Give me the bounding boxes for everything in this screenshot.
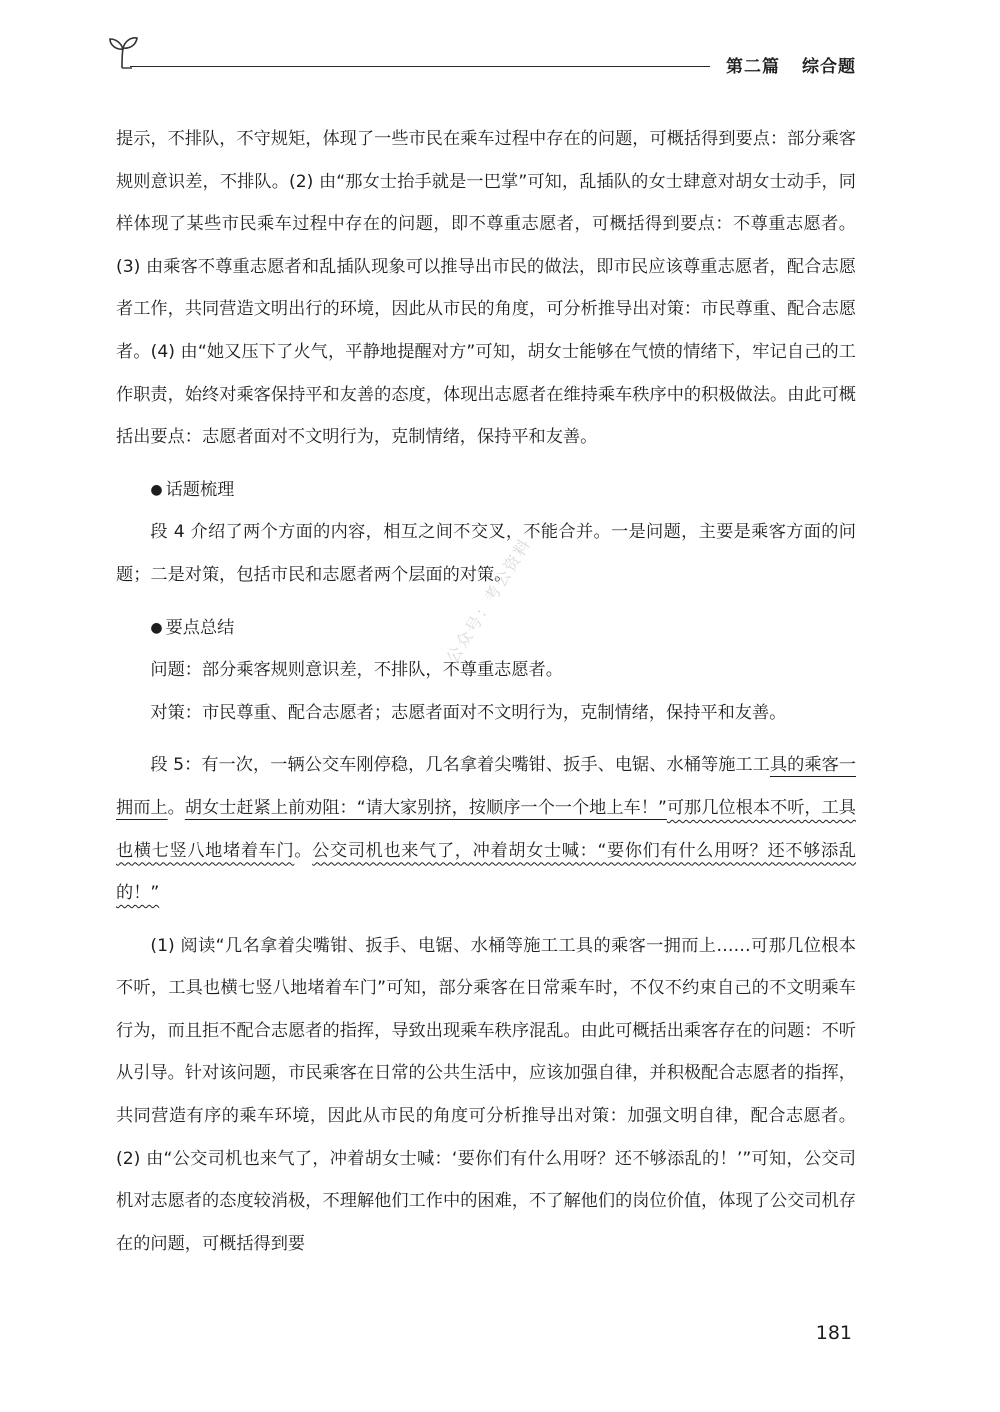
analysis-text: (1) 阅读“几名拿着尖嘴钳、扳手、电锯、水桶等施工工具的乘客一拥而上……可那几位根本不听，工具也横七竖八地堵着车门”可知，部分乘客在日常乘车时，不仅不约束自己的不文明乘车行为，而且拒不配合志愿者的指挥，导致出现乘车秩序混乱。由此可概括出乘客存在的问题：不听从引导。针对该问题，市民乘客在日常的公共生活中，应该加强自律，并积极配合志愿者的指挥，共同营造有序的乘车环境，因此从市民的角度可分析推导出对策：加强文明自律，配合志愿者。(2) 由“公交司机也来气了，冲着胡女士喊：‘要你们有什么用呀？还不够添乱的！’”可知，公交司机对志愿者的态度较消极，不理解他们工作中的困难，不了解他们的岗位价值，体现了公交司机存在的问题，可概括得到要 [116,935,856,1254]
summary-heading: ● 要点总结 [150,617,235,638]
sprout-icon [106,34,140,70]
topic-heading: ● 话题梳理 [150,479,235,500]
header-rule [130,66,710,67]
wavy-underlined-text: 公交司机也来气了，冲着胡女士喊：“要你们有什么用呀？还不够添乱的！” [116,840,856,904]
underlined-text: 胡女士赶紧上前劝阻：“请大家别挤，按顺序一个一个地上车！” [184,797,667,818]
page-header [106,34,858,77]
part-label: 第二篇 [726,57,780,77]
underlined-text: 具的乘客一拥而上 [116,755,856,818]
page-content [116,118,856,1265]
summary-solution: 对策：市民尊重、配合志愿者；志愿者面对不文明行为，克制情绪，保持平和友善。 [150,702,787,723]
chapter-title [726,52,856,77]
page-number: 181 [815,1322,852,1344]
summary-problem: 问题：部分乘客规则意识差，不排队，不尊重志愿者。 [150,660,563,681]
topic-text: 段 4 介绍了两个方面的内容，相互之间不交叉，不能合并。一是问题，主要是乘客方面的问题；二是对策，包括市民和志愿者两个层面的对策。 [116,522,856,585]
wavy-underlined-text: 可那几位根本不听，工具也横七竖八地堵着车门 [116,797,856,861]
section-title: 综合题 [802,57,856,77]
watermark: 公众号：考公资料 [442,534,535,667]
bullet-icon: ● [150,619,163,636]
para5: 段 5：有一次，一辆公交车刚停稳，几名拿着尖嘴钳、扳手、电锯、水桶等施工工具的乘客一拥而上。胡女士赶紧上前劝阻：“请大家别挤，按顺序一个一个地上车！”可那几位根本不听，工具也横七竖八地堵着车门。公交司机也来气了，冲着胡女士喊：“要你们有什么用呀？还不够添乱的！” [116,755,856,904]
bullet-icon: ● [150,481,163,498]
para-continued: 提示，不排队，不守规矩，体现了一些市民在乘车过程中存在的问题，可概括得到要点：部分乘客规则意识差，不排队。(2) 由“那女士抬手就是一巴掌”可知，乱插队的女士肆意对胡女士动手，同样体现了某些市民乘车过程中存在的问题，即不尊重志愿者，可概括得到要点：不尊重志愿者。(3) 由乘客不尊重志愿者和乱插队现象可以推导出市民的做法，即市民应该尊重志愿者，配合志愿者工作，共同营造文明出行的环境，因此从市民的角度，可分析推导出对策：市民尊重、配合志愿者。(4) 由“她又压下了火气，平静地提醒对方”可知，胡女士能够在气愤的情绪下，牢记自己的工作职责，始终对乘客保持平和友善的态度，体现出志愿者在维持乘车秩序中的积极做法。由此可概括出要点：志愿者面对不文明行为，克制情绪，保持平和友善。 [116,129,856,448]
